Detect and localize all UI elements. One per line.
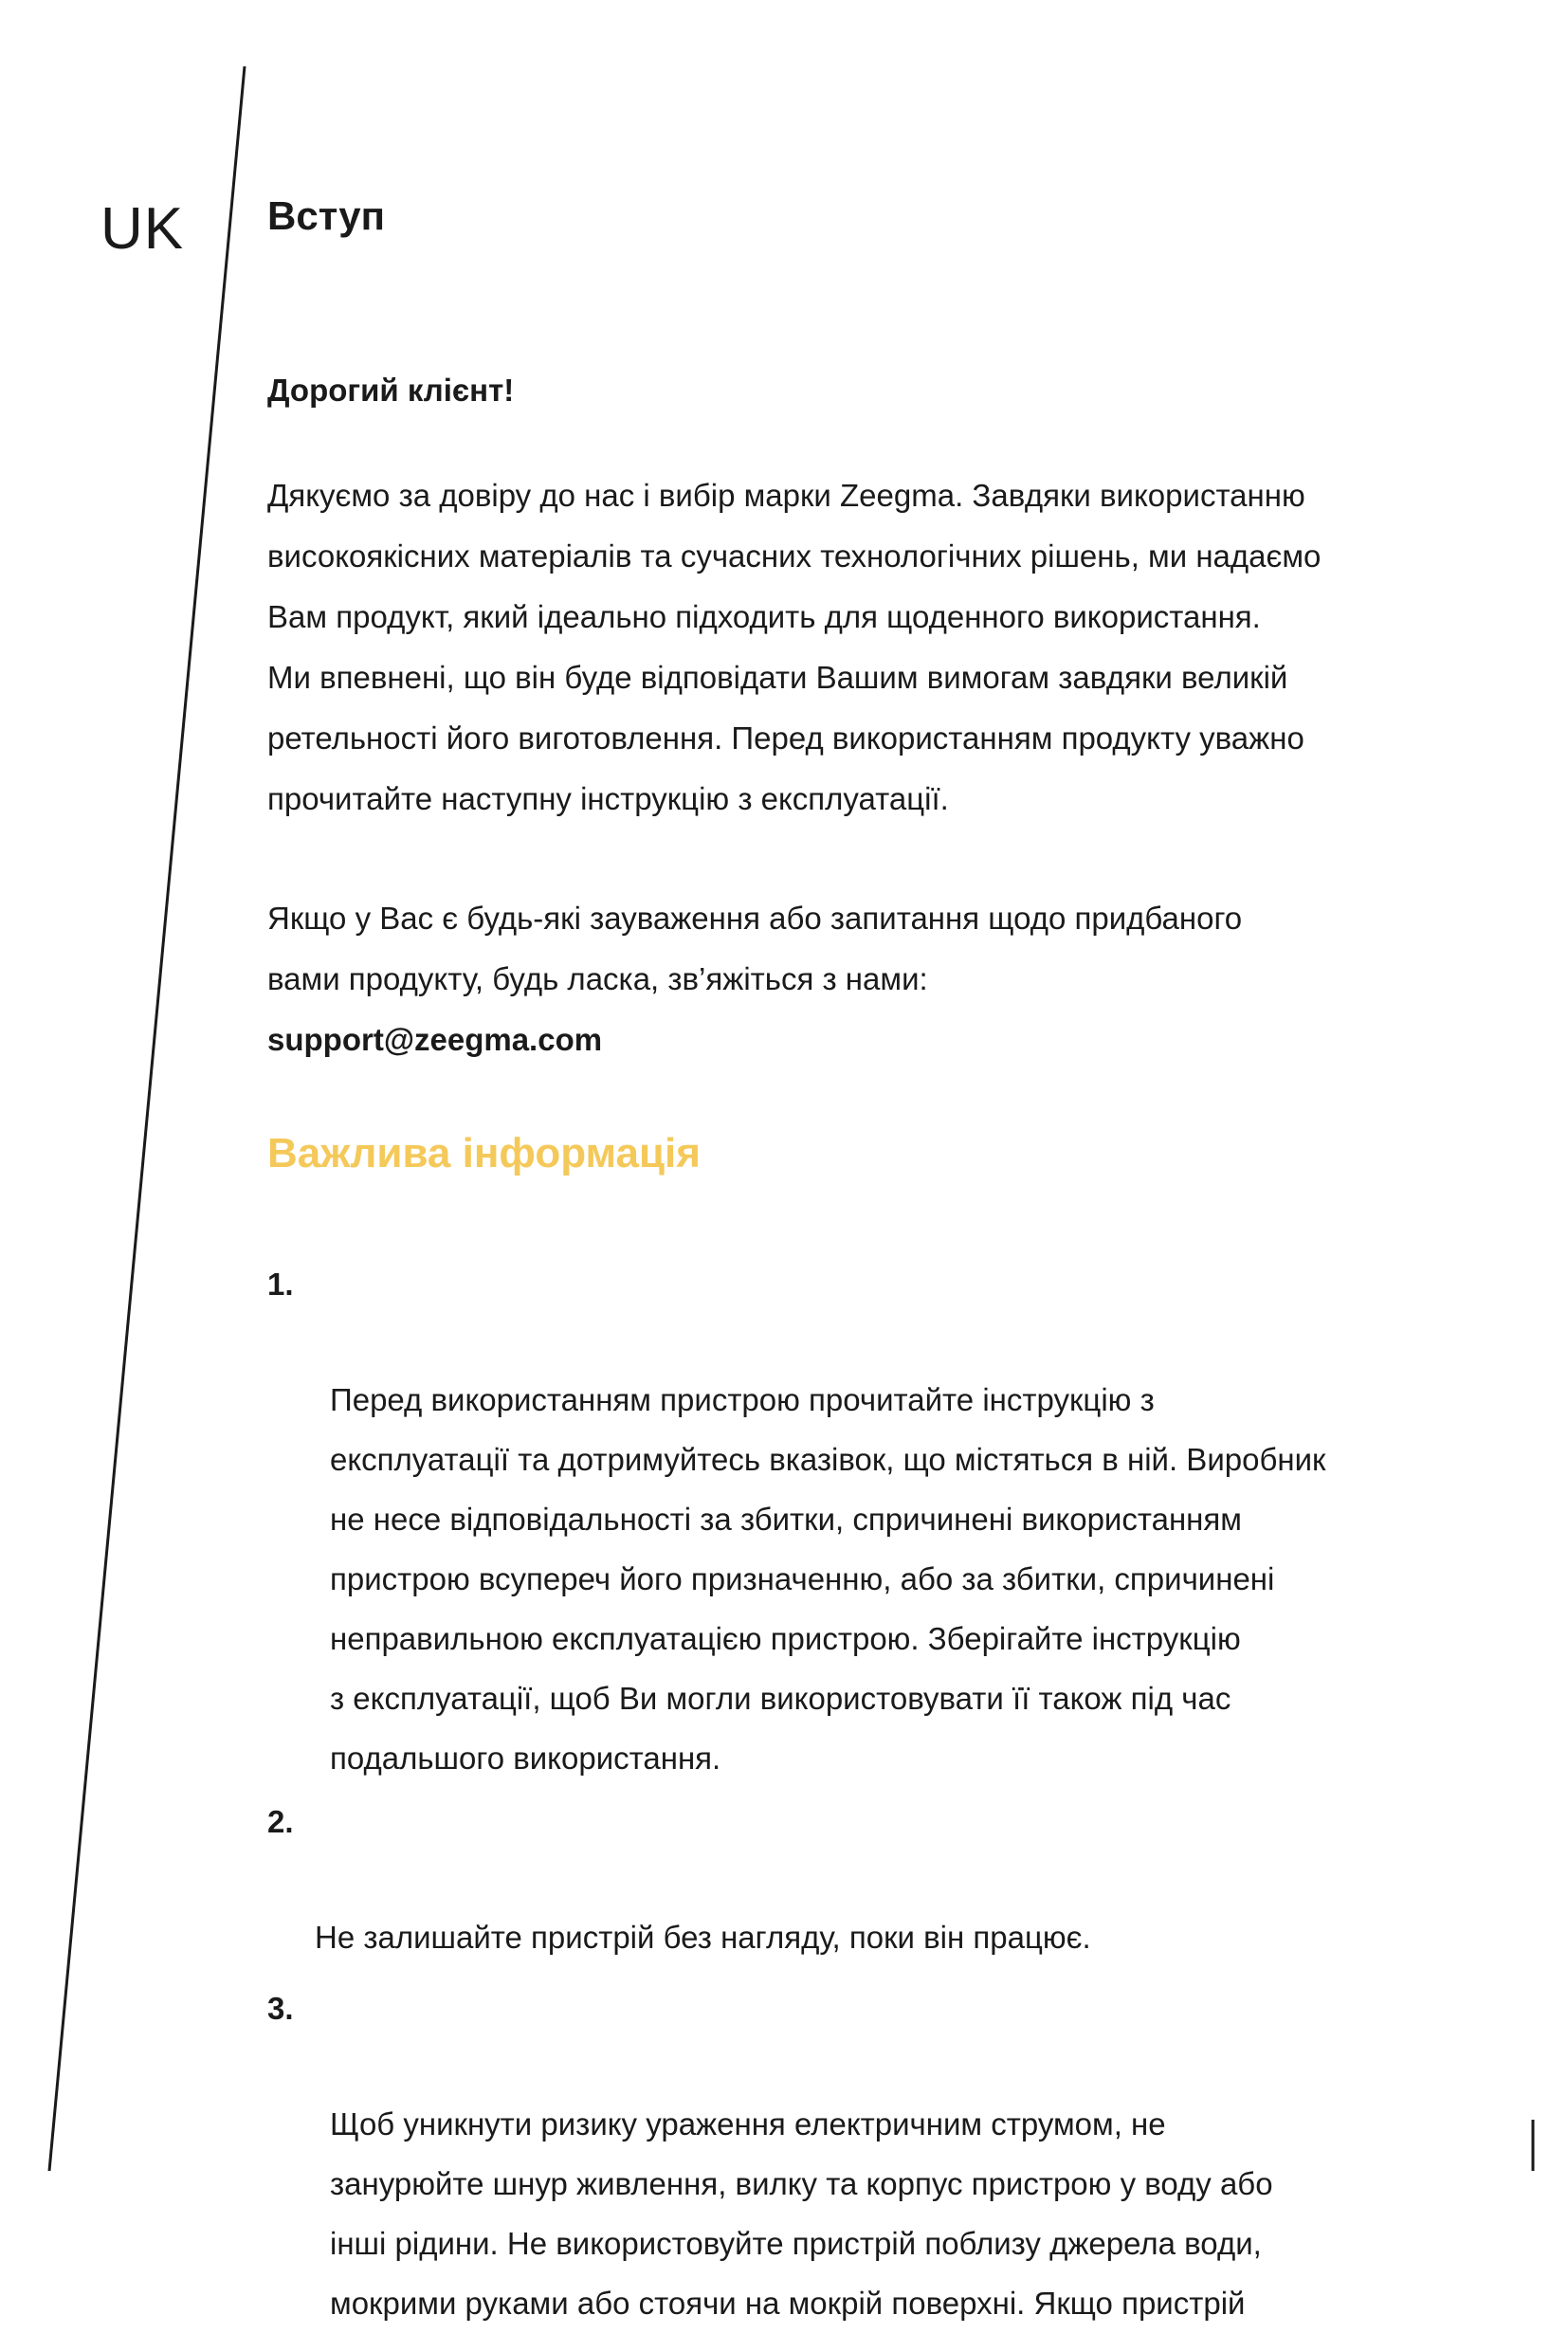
intro-paragraph: Дякуємо за довіру до нас і вибір марки Zeegma. Завдяки використанню високоякісних матеріалів та сучасних технологічних рішень, ми надаємо Вам продукт, який ідеально підходить для щоденного використання. Ми впевнені, що він буде відповідати Вашим вимогам завдяки великій ретельності його виготовлення. Перед використанням продукту уважно прочитайте наступну інструкцію з експлуатації. (267, 478, 1322, 816)
list-item-text: Перед використанням пристрою прочитайте інструкцію з експлуатації та дотримуйтесь вказівок, що містяться в ній. Виробник не несе відповідальності за збитки, спричинені використанням пристрою всупереч його призначенню, або за збитки, спричинені неправильною експлуатацією пристрою. Зберігайте інструкцію з експлуатації, щоб Ви могли використовувати її також під час подальшого використання. (330, 1382, 1326, 1776)
contact-email-link[interactable]: support@zeegma.com (267, 1022, 603, 1057)
page-content (267, 188, 1433, 2333)
important-info-list (267, 1250, 1433, 2333)
greeting: Дорогий клієнт! (267, 373, 515, 408)
list-item-number: 2. (267, 1804, 294, 1839)
list-item-text: Щоб уникнути ризику ураження електричним струмом, не занурюйте шнур живлення, вилку та корпус пристрою у воду або інші рідини. Не використовуйте пристрій поблизу джерела води, мокрими руками або стоячи на мокрій поверхні. Якщо пристрій (330, 2106, 1273, 2321)
list-item (267, 1250, 1433, 1788)
list-item-number: 3. (267, 1991, 294, 2026)
list-item-text: Не залишайте пристрій без нагляду, поки він працює. (315, 1920, 1091, 1955)
list-item (267, 1975, 1433, 2333)
language-code: UK (100, 196, 185, 262)
list-item-number: 1. (267, 1267, 294, 1302)
list-item (267, 1788, 1433, 1967)
contact-paragraph: Якщо у Вас є будь-які зауваження або запитання щодо придбаного вами продукту, будь ласка, зв’яжіться з нами: (267, 901, 1243, 996)
important-info-title: Важлива інформація (267, 1130, 701, 1176)
section-title: Вступ (267, 193, 386, 238)
diagonal-divider-line (49, 66, 245, 2171)
